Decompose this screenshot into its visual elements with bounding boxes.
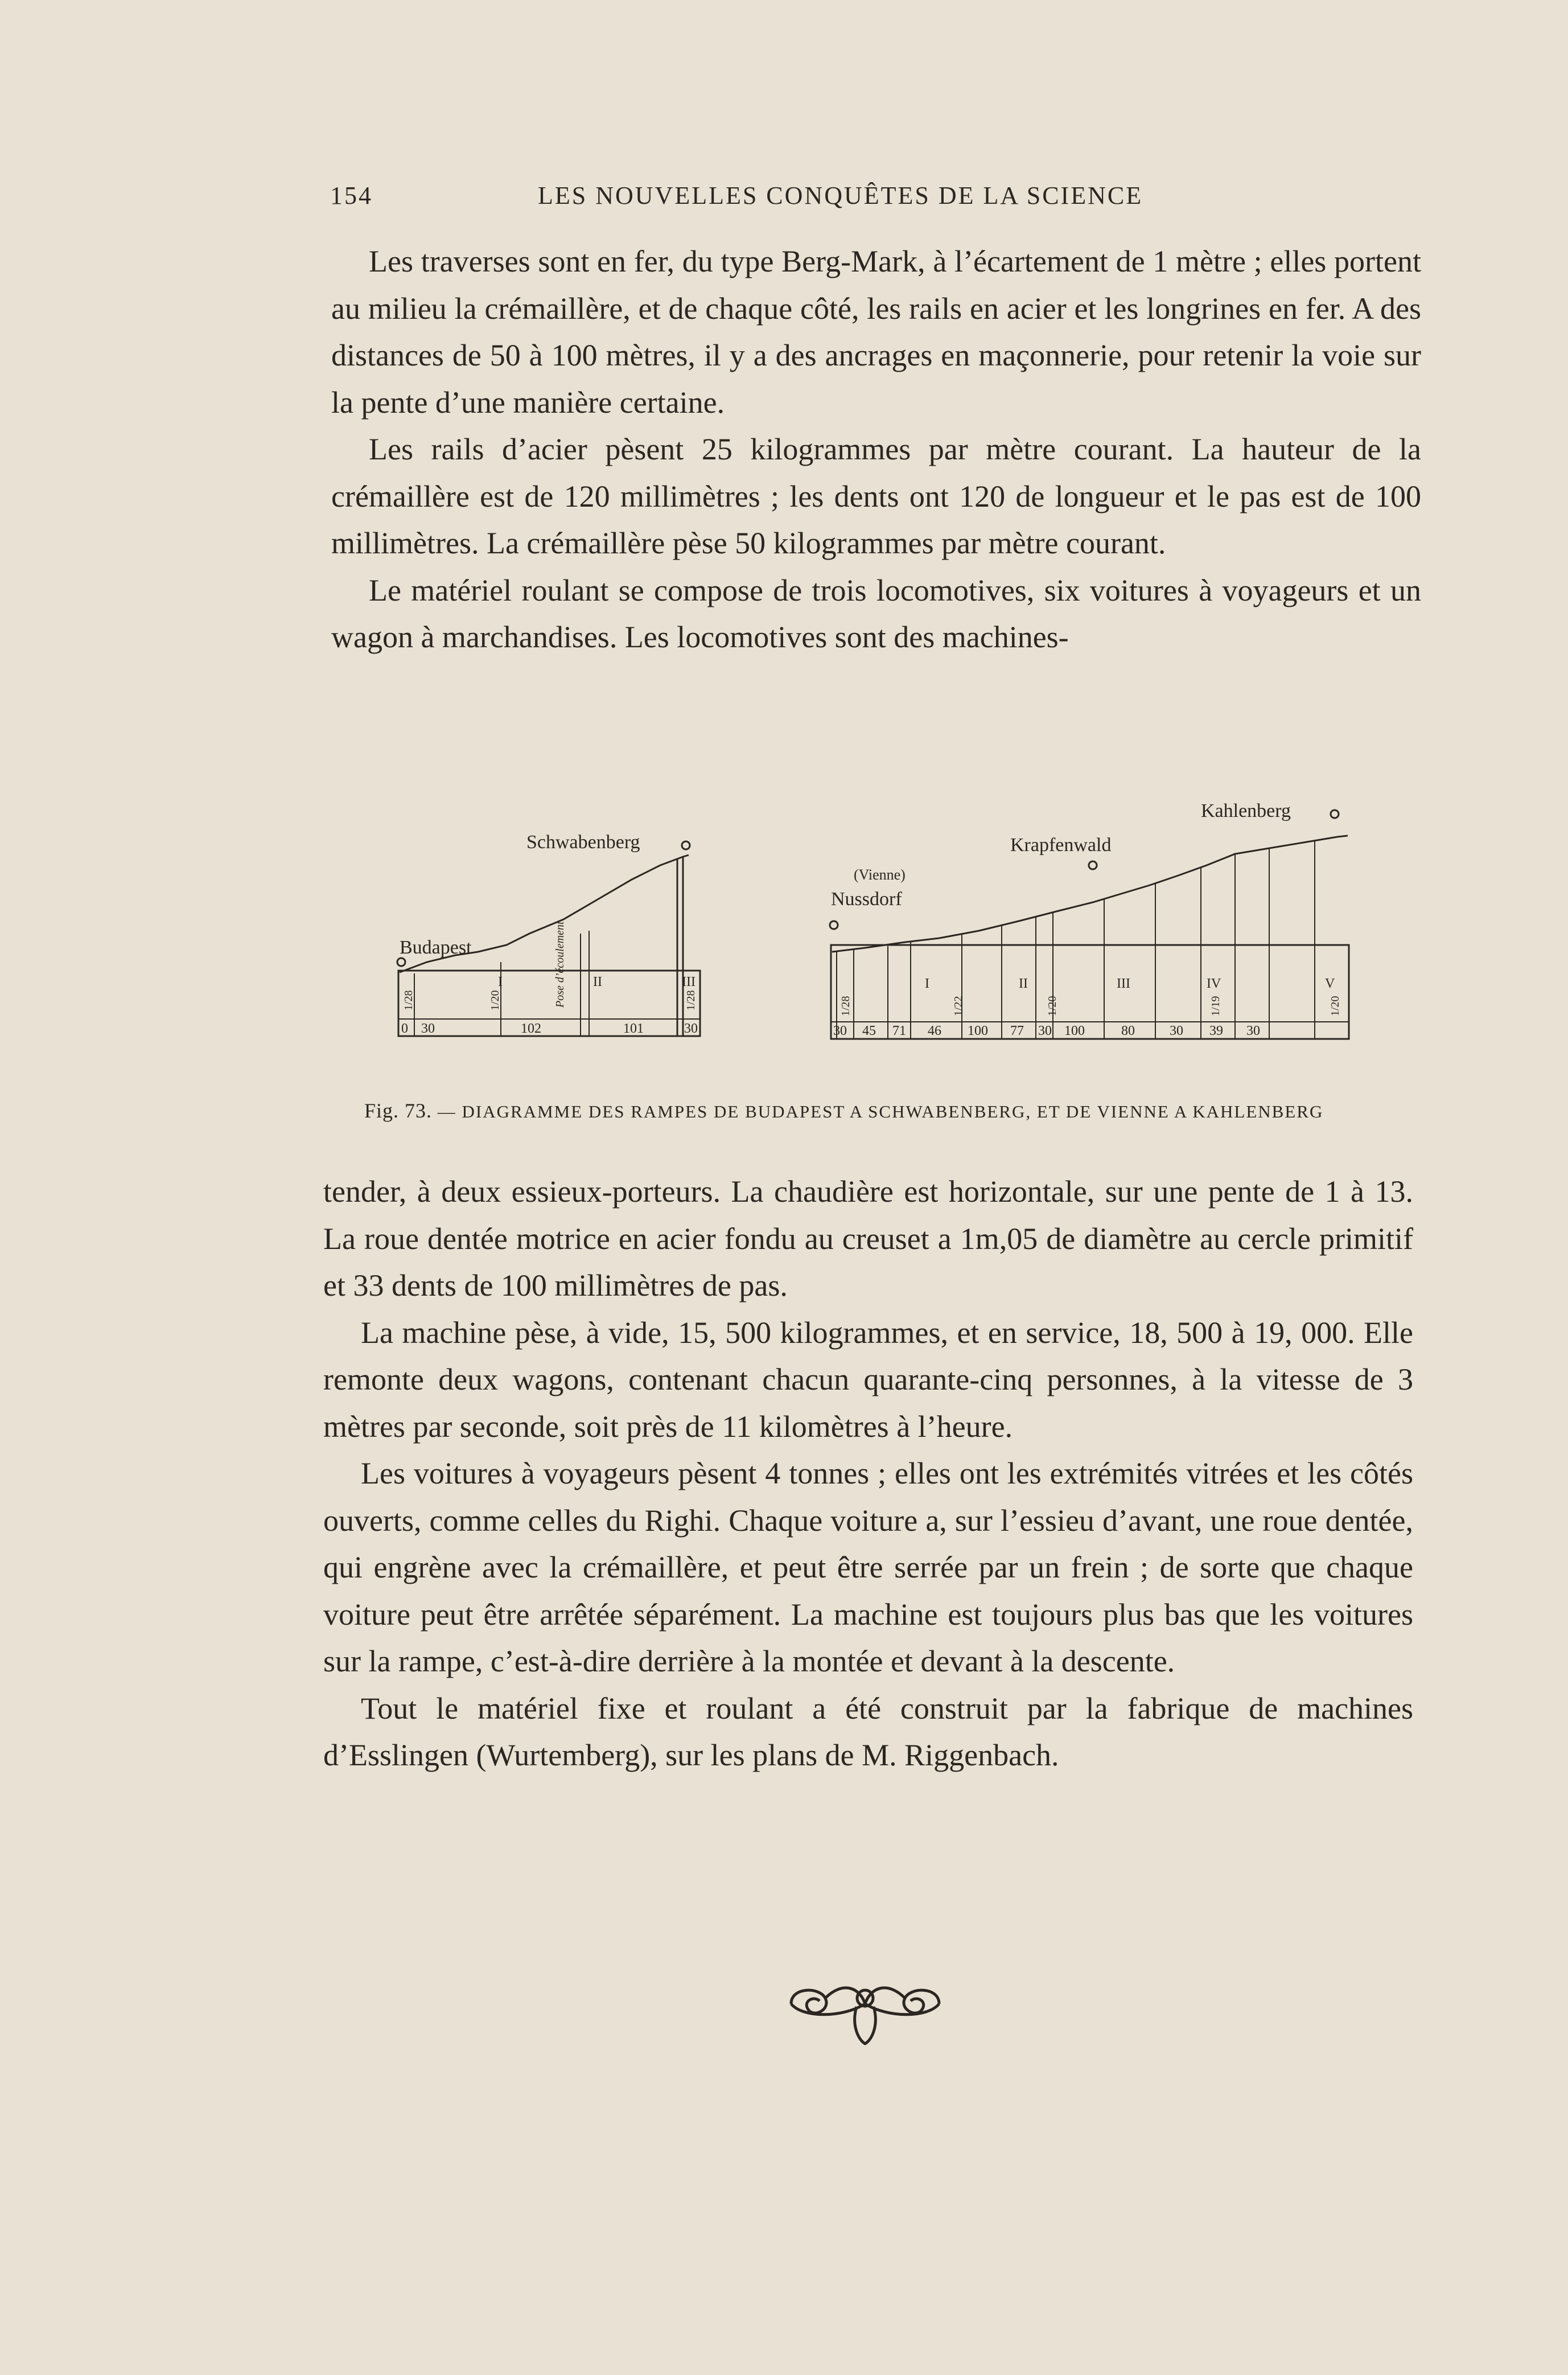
schwabenberg-station-marker [682,841,690,849]
right-end-label: Kahlenberg [1201,800,1291,821]
right-section-length: 46 [928,1024,941,1038]
right-section-length: 30 [1038,1024,1052,1038]
left-frame [398,971,700,1036]
body-text-top [331,238,1421,661]
right-station-mark: II [1019,976,1028,991]
paragraph: Les rails d’acier pèsent 25 kilogrammes par mètre courant. La hauteur de la crémaillère est de 120 millimètres ; les dents ont 120 de longueur et le pas est de 100 millimètres. La crémaillère pèse 50 kilogrammes par mètre courant. [331,432,1421,560]
figure-caption [364,1099,1389,1123]
page-number: 154 [330,182,373,209]
left-end-label: Schwabenberg [526,832,640,853]
figure-caption-text: — DIAGRAMME DES RAMPES DE BUDAPEST A SCHWABENBERG, ET DE VIENNE A KAHLENBERG [437,1102,1324,1121]
nussdorf-station-marker [830,921,838,929]
running-title: LES NOUVELLES CONQUÊTES DE LA SCIENCE [538,182,1143,209]
right-section-length: 100 [1064,1024,1085,1038]
diagram-svg [393,791,1355,1053]
figure-label: Fig. 73. [364,1099,433,1122]
right-gradient-value: 1/20 [1329,996,1341,1016]
left-section-length: 101 [623,1021,644,1036]
right-gradient-value: 1/28 [839,996,852,1016]
right-section-length: 80 [1121,1024,1135,1038]
right-section-length: 71 [892,1024,906,1038]
left-gradient-value: 1/28 [685,990,697,1010]
right-start-sublabel: (Vienne) [854,866,906,883]
krapfenwald-station-marker [1089,861,1097,869]
paragraph: Les voitures à voyageurs pèsent 4 tonnes ; elles ont les extrémités vitrées et les côtés ouverts, comme celles du Righi. Chaque voiture a, sur l’essieu d’avant, une roue dentée, qui engrène avec la crémaillère, et peut être serrée par un frein ; de sorte que chaque voiture peut être arrêtée séparément. La machine est toujours plus bas que les voitures sur la rampe, c’est-à-dire derrière à la montée et devant à la descente. [323,1456,1413,1678]
paragraph: La machine pèse, à vide, 15, 500 kilogrammes, et en service, 18, 500 à 19, 000. Elle remonte deux wagons, contenant chacun quarante-cinq personnes, à la vitesse de 3 mètres par seconde, soit près de 11 kilomètres à l’heure. [323,1315,1413,1444]
paragraph: tender, à deux essieux-porteurs. La chaudière est horizontale, sur une pente de 1 à 13. La roue dentée motrice en acier fondu au creuset a 1m,05 de diamètre au cercle primitif et 33 dents de 100 millimètres de pas. [323,1174,1413,1302]
left-section-length: 30 [421,1021,435,1036]
right-station-mark: IV [1207,976,1221,991]
right-frame [831,945,1349,1039]
left-start-label: Budapest [400,937,472,958]
rack-railway-gradient-diagram [393,791,1355,1053]
left-section-length: 102 [521,1021,541,1036]
right-mid-label: Krapfenwald [1010,835,1112,856]
kahlenberg-station-marker [1331,810,1339,818]
paragraph: Le matériel roulant se compose de trois locomotives, six voitures à voyageurs et un wagon à marchandises. Les locomotives sont des machines- [331,573,1421,654]
left-section-length: 30 [684,1021,698,1036]
right-section-length: 100 [968,1024,988,1038]
right-section-length: 77 [1010,1024,1024,1038]
left-station-mark: III [682,975,695,989]
right-section-length: 45 [862,1024,876,1038]
left-gradient-value: 1/28 [402,990,415,1010]
right-section-length: 30 [1246,1024,1260,1038]
left-section-length: 0 [401,1021,408,1036]
right-gradient-value: 1/19 [1209,996,1222,1016]
running-head [330,181,1423,215]
body-text-bottom [323,1168,1413,1779]
left-station-mark: I [498,975,503,989]
right-station-mark: III [1117,976,1130,991]
paragraph: Les traverses sont en fer, du type Berg-Mark, à l’écartement de 1 mètre ; elles portent au milieu la crémaillère, et de chaque côté, les rails en acier et les longrines en fer. A des distances de 50 à 100 mètres, il y a des ancrages en maçonnerie, pour retenir la voie sur la pente d’une manière certaine. [331,244,1421,420]
right-section-length: 30 [833,1024,847,1038]
right-start-label: Nussdorf [831,889,902,910]
budapest-station-marker [397,958,405,966]
right-gradient-value: 1/22 [952,996,965,1016]
left-station-mark: II [593,975,602,989]
left-annotation: Pose d’écoulement [554,921,566,1008]
right-section-length: 39 [1209,1024,1223,1038]
paragraph: Tout le matériel fixe et roulant a été construit par la fabrique de machines d’Esslingen (Wurtemberg), sur les plans de M. Riggenbach. [323,1691,1413,1772]
right-gradient-value: 1/20 [1046,996,1059,1016]
left-gradient-value: 1/20 [489,990,501,1010]
right-station-mark: I [925,976,929,991]
tailpiece-ornament-icon [780,1964,950,2049]
right-station-mark: V [1325,976,1335,991]
right-section-length: 30 [1170,1024,1183,1038]
